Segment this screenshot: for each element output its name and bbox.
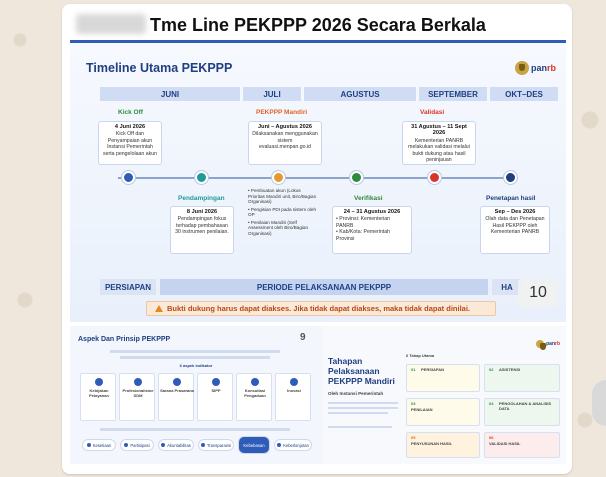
thumbnail-tahapan[interactable] <box>322 326 566 464</box>
timeline-node-4 <box>350 171 363 184</box>
aspect-label-5: Konsultasi Pengaduan <box>244 388 266 398</box>
card-kickoff <box>98 121 162 165</box>
card-mandiri-text: Dilaksanakan menggunakan sistem evaluasi.menpan.go.id <box>252 131 318 151</box>
step-card-4 <box>484 398 560 426</box>
step-card-6 <box>484 432 560 458</box>
step-card-2 <box>484 364 560 392</box>
timeline-axis <box>118 177 518 179</box>
phase-label-pendampingan: Pendampingan <box>178 195 225 202</box>
month-juni: JUNI <box>100 87 240 101</box>
principle-4: Transparansi <box>206 442 232 448</box>
step-label-5: PENYUSUNAN HASIL <box>411 441 453 446</box>
timeline-node-3 <box>272 171 285 184</box>
card-kickoff-date: 4 Juni 2026 <box>114 124 146 130</box>
warning-banner <box>146 301 496 316</box>
thumb1-principle-line <box>100 428 290 431</box>
thumb2-title <box>328 356 395 386</box>
thumb2-text-line <box>328 402 398 404</box>
card-kickoff-text: Kick Off dan Penyampaian akun Instansi Pemerintah serta pengelolaan akun <box>103 131 157 157</box>
card-pendampingan-date: 8 Juni 2026 <box>186 209 218 215</box>
principle-3: Akuntabilitas <box>167 442 191 448</box>
mandiri-bullet-list <box>248 188 318 238</box>
phase-label-verifikasi: Verifikasi <box>354 195 383 202</box>
timeline-slide-image[interactable] <box>70 40 566 322</box>
aspect-label-6: Inovasi <box>287 388 301 393</box>
aspect-icon <box>212 378 220 386</box>
verifikasi-item-1-text: Provinsi: Kementerian PANRB <box>336 216 391 229</box>
aspect-label-2: Profesionalisme SDM <box>122 388 154 398</box>
timeline-node-5 <box>428 171 441 184</box>
timeline-node-6 <box>504 171 517 184</box>
bar-periode-pelaksanaan: PERIODE PELAKSANAAN PEKPPP <box>160 279 488 295</box>
principle-6: Keberlanjutan <box>283 442 309 448</box>
step-num-1: 01 <box>411 367 416 372</box>
phase-label-mandiri: PEKPPP Mandiri <box>256 109 308 116</box>
step-num-2: 02 <box>489 367 494 372</box>
bar-hasil: HA <box>492 279 522 295</box>
step-card-3 <box>406 398 480 426</box>
thumb1-subtitle: 6 aspek indikator <box>179 363 213 368</box>
card-pendampingan-text: Pendampingan fokus terhadap pembahasan 30 instrumen penilaian. <box>175 216 229 236</box>
principle-1: Kesetiaan <box>92 442 112 448</box>
verifikasi-list <box>336 216 408 242</box>
step-card-5 <box>406 432 480 458</box>
card-pendampingan <box>170 206 234 254</box>
thumb2-title-line-1: Tahapan <box>328 356 363 366</box>
principle-pill-4 <box>198 439 234 451</box>
thumb2-text-line <box>328 407 398 409</box>
aspect-label-1: Kebijakan Pelayanan <box>89 388 109 398</box>
principle-pill-2 <box>120 439 154 451</box>
card-validasi <box>402 121 476 165</box>
thumbnail-aspek-prinsip[interactable] <box>70 326 322 464</box>
bullet-text-3: Penilaian Mandiri (Self Assessment oleh Biro/Bagian Organisasi) <box>248 219 309 236</box>
card-verifikasi-date: 24 – 31 Agustus 2026 <box>343 209 401 215</box>
timeline-node-2 <box>195 171 208 184</box>
step-label-4: PENGOLAHAN & ANALISIS DATA <box>499 401 552 411</box>
warning-icon <box>155 305 163 312</box>
bullet-item: • Pengisian PDI pada sistem oleh OP <box>248 206 317 217</box>
aspect-card-1 <box>80 373 116 421</box>
bullet-item: • Pembuatan akun (Lokus Prioritas Mandiri unit, Biro/Bagian Organisasi) <box>248 188 317 204</box>
principle-pill-3 <box>158 439 194 451</box>
card-validasi-date: 31 Agustus – 11 Sept 2026 <box>411 124 467 137</box>
phase-label-penetapan: Penetapan hasil <box>486 195 536 202</box>
aspect-label-3: Sarana Prasarana <box>160 388 194 393</box>
principle-pill-5 <box>238 436 270 454</box>
thumb1-subtext-line <box>120 356 270 359</box>
principle-5: Kebebasan <box>243 442 265 448</box>
aspect-card-3 <box>158 373 194 421</box>
logo-prefix: pan <box>546 341 555 347</box>
timeline-node-1 <box>122 171 135 184</box>
aspect-card-2 <box>119 373 155 421</box>
step-num-5: 05 <box>411 435 416 440</box>
thumb2-text-line <box>328 412 388 414</box>
more-images-counter[interactable]: 10 <box>518 279 558 307</box>
month-september: SEPTEMBER <box>419 87 487 101</box>
month-agustus: AGUSTUS <box>304 87 416 101</box>
principle-pill-6 <box>274 439 312 451</box>
step-num-6: 06 <box>489 435 494 440</box>
warning-text: Bukti dukung harus dapat diakses. Jika tidak dapat diakses, maka tidak dapat dinilai. <box>167 304 471 313</box>
verifikasi-item-2-text: Kab/Kota: Pemerintah Provinsi <box>336 229 391 242</box>
step-label-3: PENILAIAN <box>411 407 433 412</box>
logo-prefix: pan <box>530 63 547 73</box>
garuda-emblem-icon <box>536 340 544 348</box>
aspect-label-4: SIPP <box>211 388 221 393</box>
month-juli: JULI <box>243 87 301 101</box>
panrb-logo <box>515 61 556 75</box>
slide-title: Timeline Utama PEKPPP <box>86 61 233 75</box>
aspect-card-5 <box>236 373 272 421</box>
thumb1-page-number: 9 <box>300 332 306 343</box>
verifikasi-item-1: • Provinsi: Kementerian PANRB <box>336 216 391 229</box>
step-label-6: VALIDASI HASIL <box>489 441 521 446</box>
principle-pill-1 <box>82 439 116 451</box>
step-label-1: PERSIAPAN <box>421 367 445 372</box>
thumb1-subtext-line <box>110 350 280 353</box>
sender-name-blurred <box>76 14 146 34</box>
bar-persiapan: PERSIAPAN <box>100 279 156 295</box>
aspect-icon <box>134 378 142 386</box>
phase-label-validasi: Validasi <box>420 109 445 116</box>
aspect-icon <box>95 378 103 386</box>
card-validasi-text: Kementerian PANRB melakukan validasi melalui bukti dukung atau hasil peninjauan <box>408 137 470 164</box>
step-num-3: 03 <box>411 401 416 406</box>
card-penetapan-text: Olah data dan Penetapan Hasil PEKPPP oleh Kementerian PANRB <box>485 216 545 236</box>
month-header <box>100 87 558 101</box>
bullet-item: • Penilaian Mandiri (Self Assessment oleh Biro/Bagian Organisasi) <box>248 219 309 236</box>
phase-label-kickoff: Kick Off <box>118 109 143 116</box>
aspect-icon <box>173 378 181 386</box>
card-mandiri-date: Juni – Agustus 2026 <box>258 124 312 130</box>
thumb2-subtitle: Oleh Instansi Pemerintah <box>328 391 384 396</box>
scroll-side-button[interactable] <box>592 380 606 426</box>
thumb2-header: 6 Tahap Utama <box>406 353 435 358</box>
thumb2-text-line <box>328 426 392 428</box>
verifikasi-item-2: • Kab/Kota: Pemerintah Provinsi <box>336 229 391 242</box>
card-mandiri <box>248 121 322 165</box>
aspect-icon <box>251 378 259 386</box>
logo-suffix: rb <box>547 63 556 73</box>
aspect-card-4 <box>197 373 233 421</box>
aspect-card-6 <box>275 373 311 421</box>
step-card-1 <box>406 364 480 392</box>
message-caption: Tme Line PEKPPP 2026 Secara Berkala <box>150 15 486 35</box>
card-verifikasi <box>332 206 412 254</box>
thumb1-title: Aspek Dan Prinsip PEKPPP <box>78 336 171 343</box>
bullet-text-1: Pembuatan akun (Lokus Prioritas Mandiri unit, Biro/Bagian Organisasi) <box>248 188 317 204</box>
thumb2-panrb-logo <box>536 340 560 348</box>
card-penetapan-date: Sep – Des 2026 <box>494 209 536 215</box>
month-okt-des: OKT–DES <box>490 87 558 101</box>
aspect-icon <box>290 378 298 386</box>
principle-2: Partisipasi <box>130 442 150 448</box>
thumb2-title-line-2: Pelaksanaan <box>328 366 380 376</box>
step-num-4: 04 <box>489 401 494 406</box>
garuda-emblem-icon <box>515 61 529 75</box>
card-penetapan <box>480 206 550 254</box>
step-label-2: ASISTENSI <box>499 367 521 372</box>
logo-suffix: rb <box>555 341 560 347</box>
thumb2-title-line-3: PEKPPP Mandiri <box>328 376 395 386</box>
bullet-text-2: Pengisian PDI pada sistem oleh OP <box>248 206 317 217</box>
